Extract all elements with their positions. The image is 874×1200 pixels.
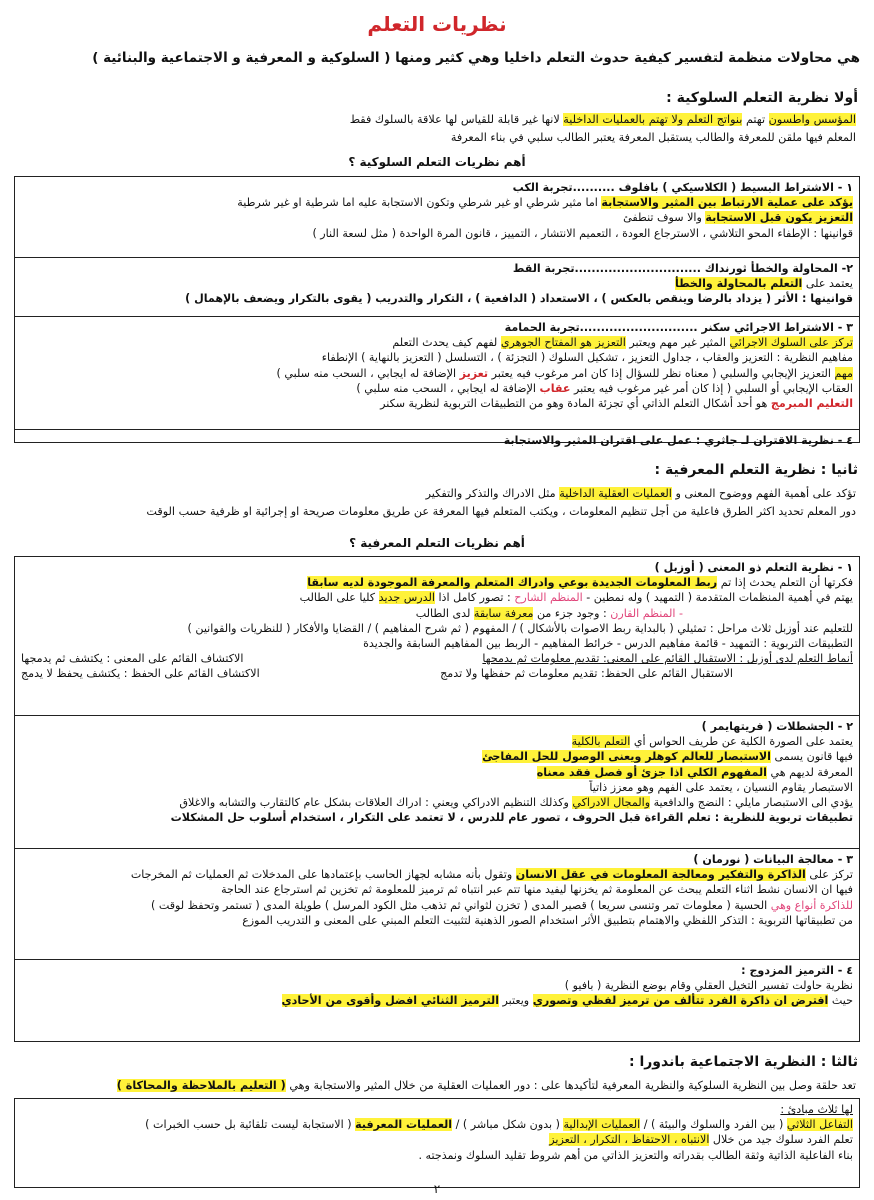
intro-paragraph: هي محاولات منظمة لتفسير كيفية حدوث التعلم داخليا وهي كثير ومنها ( السلوكية و المعرفية و الاجتماعية والبنائية ): [92, 50, 860, 66]
skinner-line-e: التعليم المبرمج هو أحد أشكال التعلم الذاتي أي تجزئة المادة وهو من التطبيقات التربوية لنظرية سكنر: [380, 397, 853, 411]
guthrie-line: ٤ - نظرية الاقتران لـ جاثري : عمل على اقتران المثير والاستجابة: [503, 434, 853, 447]
info-title: ٣ - معالجة البيانات ( نورمان ): [693, 853, 853, 866]
page-number: ٢: [433, 1182, 441, 1196]
thorndike-line-a: يعتمد على التعلم بالمحاولة والخطأ: [674, 277, 853, 291]
ausubel-line-a: فكرتها أن التعلم يحدث إذا تم ربط المعلومات الجديدة بوعي وادراك المتعلم والمعرفة الموجودة لديه سابقا: [307, 576, 853, 590]
info-line-a: تركز على الذاكرة والتفكير ومعالجة المعلومات في عقل الانسان وتقول بأنه مشابه لجهاز الحاسب بإعتمادها على المدخلات ثم العمليات ثم المخرجات: [130, 868, 853, 882]
info-line-c: للذاكرة أنواع وهي الحسية ( معلومات تمر وتنسى سريعا ) قصير المدى ( تخزن لثواني ثم تذهب مثل الكود المرسل ) طويلة المدى ( تستمر وتحفظ لوقت ): [150, 898, 853, 912]
ausubel-line-e: التطبيقات التربوية : التمهيد - قائمة مفاهيم الدرس - خرائط المفاهيم - الربط بين المفاهيم السابقة والجديدة: [363, 637, 853, 651]
gestalt-line-e: يؤدي الى الاستبصار مايلي : النضج والدافعية والمجال الادراكي وكذلك التنظيم الادراكي ويعني : ادراك العلاقات بشكل عام كالتقارب والتشابه والاغلاق: [179, 796, 853, 810]
pavlov-title: ١ - الاشتراط البسيط ( الكلاسيكي ) بافلوف ..........تجربة الكب: [512, 181, 853, 194]
social-line-c: تعلم الفرد سلوك جيد من خلال الانتباه ، الاحتفاظ ، التكرار ، التعزيز: [549, 1133, 853, 1147]
pavlov-line-c: قوانينها : الإطفاء المحو التلاشي ، الاسترجاع العودة ، التعميم الانتشار ، التمييز ، قانون المرة الواحدة ( مثل لسعة النار ): [312, 226, 853, 240]
social-principles-title: لها ثلاث مبادئ :: [780, 1103, 853, 1116]
cognitive-theories-box: [14, 556, 860, 1042]
behavioral-theories-box: [14, 176, 860, 447]
gestalt-line-c: المعرفة لديهم هي المفهوم الكلي اذا جزئ أو فصل فقد معناه: [536, 765, 853, 779]
pavlov-section: [15, 177, 859, 258]
behavioral-line-1: المؤسس واطسون تهتم بنواتج التعلم ولا تهتم بالعمليات الداخلية لانها غير قابلة للقياس لها علاقة بالسلوك فقط: [349, 113, 856, 126]
gestalt-section: [15, 716, 859, 849]
cognitive-line-2: دور المعلم تحديد اكثر الطرق فاعلية من أجل تنظيم المعلومات ، ويكتب المتعلم فيها المعرفة عن طريق معلومات صريحة او إجرائية او ظرفية حسب الوقت: [146, 505, 856, 518]
behavioral-heading: أولا نظرية التعلم السلوكية :: [666, 90, 858, 106]
gestalt-line-f: تطبيقات تربوية للنظرية : تعلم القراءة قبل الحروف ، تصور عام للدرس ، لا تعتمد على التكرار ، استخدام أسلوب حل المشكلات: [170, 811, 853, 825]
gestalt-title: ٢ - الجشطلات ( فريتهايمر ): [701, 720, 853, 733]
thorndike-line-b: قوانينها : الأثر ( يزداد بالرضا وينقص بالعكس ) ، الاستعداد ( الدافعية ) ، التكرار والتدريب ( يقوى بالتكرار ويضعف بالإهمال ): [185, 292, 853, 306]
cognitive-line-1: تؤكد على أهمية الفهم ووضوح المعنى و العمليات العقلية الداخلية مثل الادراك والتذكر والتفكير: [425, 487, 856, 500]
social-heading: ثالثا : النظرية الاجتماعية باندورا :: [628, 1054, 858, 1070]
behavioral-line-2: المعلم فيها ملقن للمعرفة والطالب يستقبل المعرفة يعتبر الطالب سلبي في بناء المعرفة: [450, 131, 856, 144]
page-title: نظريات التعلم: [367, 12, 507, 36]
cognitive-subheading: أهم نظريات التعلم المعرفية ؟: [349, 536, 525, 550]
thorndike-title: ٢- المحاولة والخطأ ثورنداك ..............................تجربة القط: [512, 262, 853, 275]
social-principles: [15, 1099, 859, 1166]
ausubel-title: ١ - نظرية التعلم ذو المعنى ( أوزبل ): [654, 561, 853, 574]
skinner-section: [15, 317, 859, 430]
ausubel-line-b: يهتم في أهمية المنظمات المتقدمة ( التمهيد ) وله نمطين - المنظم الشارح : تصور كامل اذا الدرس جديد كليا على الطالب: [299, 591, 853, 605]
ausubel-line-c: - المنظم القارن : وجود جزء من معرفة سابقة لدى الطالب: [415, 606, 683, 620]
social-principles-box: [14, 1098, 860, 1188]
ausubel-line-d: للتعليم عند أوزبل ثلاث مراحل : تمثيلي ( بالبداية ربط الاصوات بالأشكال ) / المفهوم ( ثم شرح المفاهيم ) / القضايا والأفكار ( للنظريات والقوانين ): [187, 621, 853, 635]
social-line-b: التفاعل الثلاثي ( بين الفرد والسلوك والبيئة ) / العمليات الإبدالية ( بدون شكل مباشر ) / العمليات المعرفية ( الاستجابة ليست تلقائية بل حسب الخبرات ): [145, 1118, 853, 1132]
gestalt-line-d: الاستبصار يقاوم النسيان ، يعتمد على الفهم وهو معزز ذاتياً: [589, 780, 853, 794]
info-line-d: من تطبيقاتها التربوية : التذكر اللفظي والاهتمام بتطبيق الأثر استخدام الصور الذهنية لتثبيت التعلم المبني على المعنى و التدريب الموزع: [242, 913, 853, 927]
skinner-title: ٣ - الاشتراط الاجرائي سكنر ............................تجربة الحمامة: [504, 321, 853, 334]
gestalt-line-a: يعتمد على الصورة الكلية عن طريف الحواس أي التعلم بالكلية: [571, 735, 853, 749]
pavlov-line-a: يؤكد على عملية الارتباط بين المثير والاستجابة اما مثير شرطي او غير شرطي وتكون الاستجابة عليه اما شرطية او غير شرطية: [237, 196, 853, 210]
information-processing-section: [15, 849, 859, 960]
gestalt-line-b: فيها قانون يسمى الاستبصار للعالم كوهلر ويعنى الوصول للحل المفاجئ: [482, 750, 853, 764]
cognitive-heading: ثانيا : نظرية التعلم المعرفية :: [654, 462, 858, 478]
social-line-1: تعد حلقة وصل بين النظرية السلوكية والنظرية المعرفية لتأكيدها على : دور العمليات العقلية من خلال المثير والاستجابة وهي ( التعليم بالملاحظة والمحاكاة ): [116, 1079, 856, 1092]
dual-coding-section: [15, 960, 859, 1040]
ausubel-line-g: الاستقبال القائم على الحفظ: تقديم معلومات ثم حفظها ولا تدمج الاكتشاف القائم على الحفظ : يكتشف يحفظ لا يدمج: [21, 667, 733, 681]
dual-line-b: حيث افترض ان ذاكرة الفرد تتألف من ترميز لفظي وتصوري ويعتبر الترميز الثنائي افضل وأقوى من الأحادي: [281, 994, 853, 1008]
ausubel-section: [15, 557, 859, 716]
behavioral-subheading: أهم نظريات التعلم السلوكية ؟: [348, 155, 526, 169]
skinner-line-d: العقاب الإيجابي أو السلبي ( إذا كان أمر غير مرغوب فيه يعتبر عقاب الإضافة له ايجابي ، السحب منه سلبي ): [356, 381, 853, 395]
skinner-line-b: مفاهيم النظرية : التعزيز والعقاب ، جداول التعزيز ، تشكيل السلوك ( التجزئة ) ، التسلسل ( التعزيز بالنهاية ) الإنطفاء: [321, 351, 853, 365]
info-line-b: فيها ان الانسان نشط اثناء التعلم يبحث عن المعلومة ثم يخزنها ليفيد منها تتم عبر انتباه ثم ترميز للمعلومة ثم تخزين ثم استرجاع عند الحاجة: [221, 883, 853, 897]
skinner-line-a: تركز على السلوك الاجرائي المثير غير مهم ويعتبر التعزيز هو المفتاح الجوهري لفهم كيف يحدث التعلم: [392, 336, 853, 350]
ausubel-line-f: أنماط التعلم لدى أوزبل : الاستقبال القائم على المعنى: تقديم معلومات ثم يدمجها الاكتشاف القائم على المعنى : يكتشف ثم يدمجها: [21, 652, 853, 666]
guthrie-section: [15, 430, 859, 452]
pavlov-line-b: التعزيز يكون قبل الاستجابة والا سوف تنطفئ: [623, 211, 853, 225]
skinner-line-c: مهم التعزيز الإيجابي والسلبي ( معناه نظر للسؤال إذا كان امر مرغوب فيه يعتبر تعزيز الإضافة له ايجابي ، السحب منه سلبي ): [276, 366, 853, 380]
social-line-d: بناء الفاعلية الذاتية وثقة الطالب بقدراته والتعزيز الذاتي من أهم شروط تقليد السلوك ونمذجته .: [418, 1148, 853, 1162]
thorndike-section: [15, 258, 859, 317]
dual-title: ٤ - الترميز المزدوج :: [741, 964, 853, 977]
dual-line-a: نظرية حاولت تفسير التخيل العقلي وقام بوضع النظرية ( بافيو ): [564, 979, 853, 993]
